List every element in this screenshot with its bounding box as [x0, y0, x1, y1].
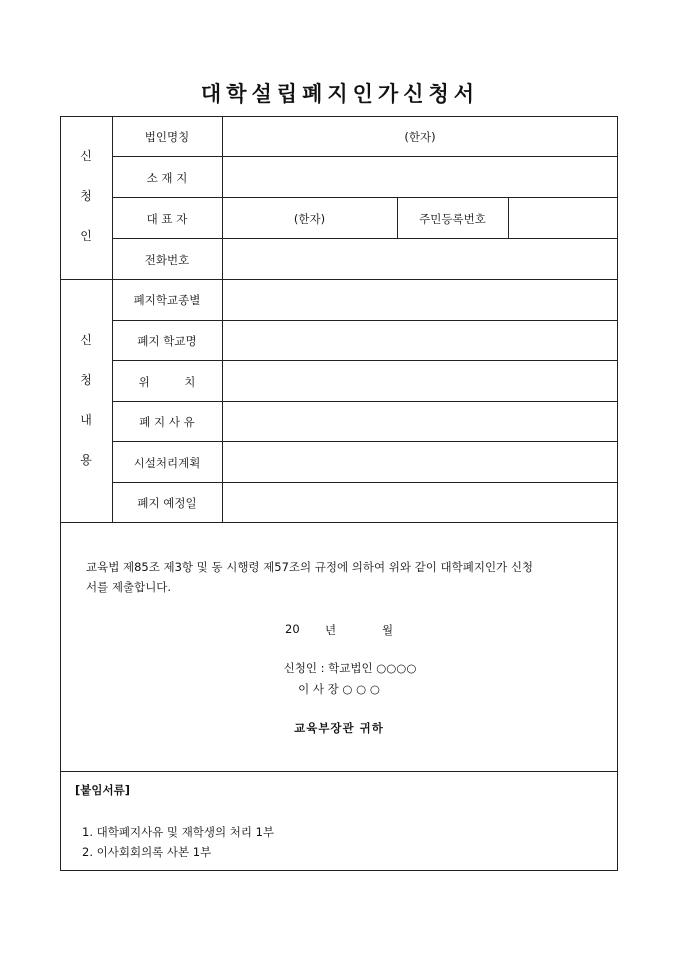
representative-label: 대 표 자	[146, 212, 188, 226]
facility-plan-label: 시설처리계획	[133, 456, 201, 470]
chairman-signature-line: 이 사 장 ○ ○ ○	[298, 682, 380, 696]
school-type-label: 폐지학교종별	[133, 293, 201, 307]
school-location-label: 위 치	[138, 375, 196, 389]
attachments-heading: [붙임서류]	[75, 783, 130, 797]
statement-line-1: 교육법 제85조 제3항 및 동 시행령 제57조의 규정에 의하여 위와 같이 대학폐지인가 신청	[86, 560, 534, 574]
date-year-unit: 년	[325, 623, 337, 637]
date-month-unit: 월	[382, 623, 394, 637]
school-name-label: 폐지 학교명	[137, 334, 197, 348]
location-label: 소 재 지	[146, 171, 188, 185]
applicant-side-label: 신 청 인	[80, 149, 92, 243]
attachment-item: 1. 대학폐지사유 및 재학생의 처리 1부	[82, 825, 275, 839]
representative-hint: (한자)	[293, 212, 326, 226]
attachment-item: 2. 이사회회의록 사본 1부	[82, 845, 212, 859]
addressee: 교육부장관 귀하	[294, 721, 384, 735]
applicant-signature-line: 신청인 : 학교법인 ○○○○	[283, 661, 417, 675]
corp-name-hint: (한자)	[404, 130, 436, 144]
request-side-label: 신 청 내 용	[80, 333, 92, 467]
resident-number-label: 주민등록번호	[419, 212, 486, 226]
date-year: 20	[285, 622, 300, 636]
closure-date-label: 폐지 예정일	[137, 496, 197, 510]
statement-line-2: 서를 제출합니다.	[86, 580, 172, 594]
closure-reason-label: 폐 지 사 유	[139, 415, 195, 429]
phone-label: 전화번호	[144, 253, 190, 267]
corp-name-label: 법인명칭	[144, 130, 190, 144]
document-title: 대학설립폐지인가신청서	[200, 81, 480, 106]
